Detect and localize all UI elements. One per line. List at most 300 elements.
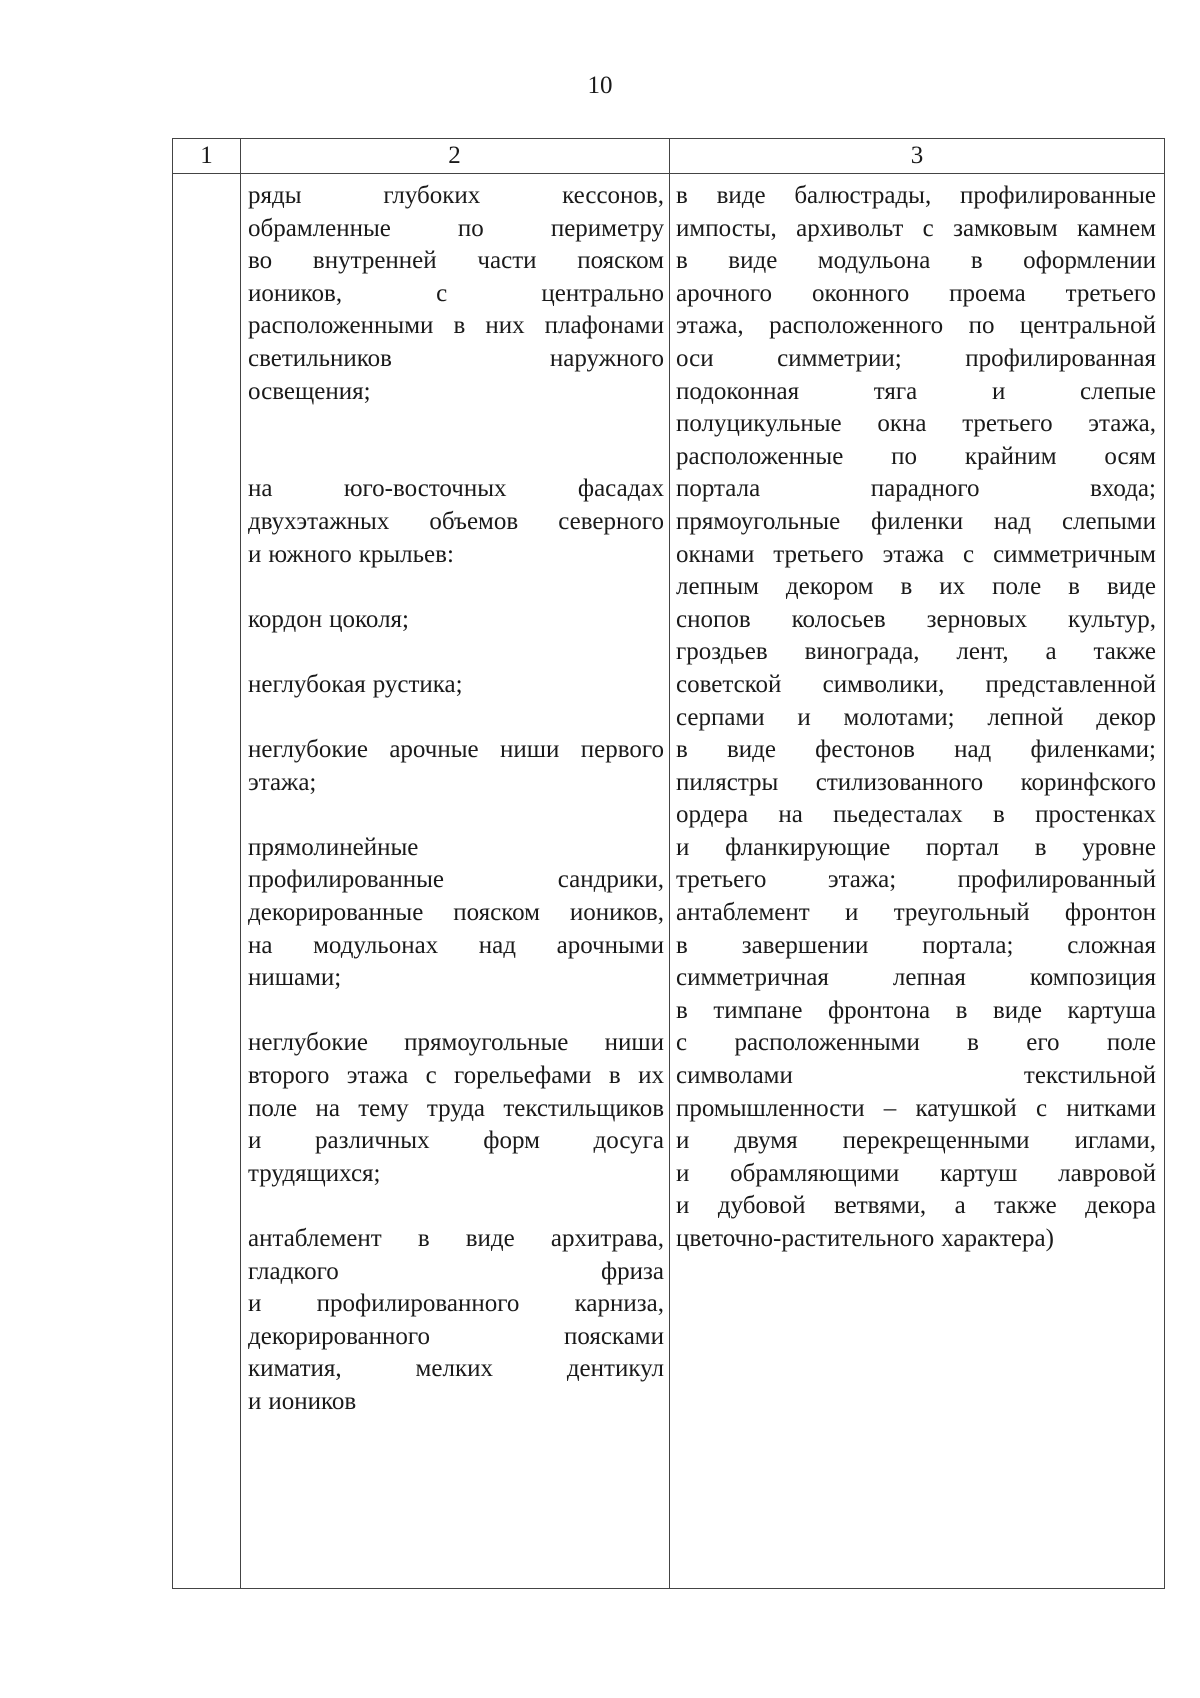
column-2-line bbox=[248, 1190, 664, 1223]
column-3-word: в bbox=[1068, 573, 1080, 601]
column-3-word: прямоугольные bbox=[676, 507, 841, 535]
column-3-word: на bbox=[778, 801, 803, 829]
column-2-word: второго bbox=[248, 1062, 330, 1090]
column-3-line bbox=[676, 180, 1156, 213]
column-3-word: арочного bbox=[676, 279, 773, 307]
column-2-line bbox=[248, 1256, 664, 1289]
column-3-word: снопов bbox=[676, 605, 751, 633]
column-3-word: виде bbox=[716, 182, 766, 209]
column-3-line bbox=[676, 864, 1156, 897]
column-2-word: внутренней bbox=[312, 247, 437, 275]
column-2-word: модульонах bbox=[313, 931, 439, 959]
column-3-word: виде bbox=[992, 996, 1042, 1024]
column-3-word: культур, bbox=[1068, 605, 1156, 633]
column-3-word: – bbox=[883, 1094, 897, 1122]
column-3-word: в bbox=[676, 736, 688, 764]
column-3-line bbox=[676, 604, 1156, 637]
column-3-word: картуша bbox=[1067, 996, 1156, 1024]
column-3-word: профилированный bbox=[957, 866, 1156, 894]
column-3-word: поле bbox=[992, 573, 1042, 601]
column-3-word: лент, bbox=[956, 638, 1009, 666]
column-3-word: декор bbox=[1096, 703, 1156, 731]
column-2-word: неглубокие bbox=[248, 736, 368, 764]
column-3-word: в bbox=[993, 801, 1005, 829]
column-2-word: ниши bbox=[604, 1029, 664, 1057]
column-2-word: поясками bbox=[563, 1322, 664, 1350]
column-3-word: с bbox=[1035, 1094, 1048, 1122]
column-2-word: светильников bbox=[248, 344, 392, 372]
column-2-word: пояском bbox=[453, 899, 540, 927]
column-3-word: коринфского bbox=[1020, 768, 1156, 796]
column-3-word: поле bbox=[1106, 1029, 1156, 1057]
column-3-word: филенками; bbox=[1030, 736, 1156, 764]
column-2-word: фасадах bbox=[577, 475, 664, 503]
column-3-word: простенках bbox=[1035, 801, 1156, 829]
column-3-word: по bbox=[968, 312, 995, 340]
column-3-line bbox=[676, 310, 1156, 343]
column-3-word: с bbox=[676, 1029, 688, 1057]
column-2-word: и bbox=[248, 1290, 262, 1318]
column-3-word: а bbox=[954, 1192, 966, 1220]
column-3-word: архивольт bbox=[796, 214, 904, 242]
column-3-word: представленной bbox=[985, 670, 1156, 698]
column-2-word: иоников, bbox=[569, 899, 664, 927]
column-3-line bbox=[676, 571, 1156, 604]
column-2-word: в bbox=[453, 312, 466, 340]
column-3-word: этажа bbox=[882, 540, 945, 568]
column-2-word: глубоких bbox=[383, 182, 481, 209]
column-2-line bbox=[248, 441, 664, 474]
column-3-word: сложная bbox=[1067, 931, 1156, 959]
column-2-word: этажа; bbox=[248, 768, 317, 796]
header-cell-3: 3 bbox=[910, 142, 924, 169]
column-3-line bbox=[676, 832, 1156, 865]
column-2-word: двухэтажных bbox=[248, 507, 390, 535]
column-3-line bbox=[676, 343, 1156, 376]
column-3-word: портала bbox=[676, 475, 761, 503]
column-2-line bbox=[248, 1321, 664, 1354]
column-2-word: периметру bbox=[550, 214, 664, 242]
column-3-word: симметричная bbox=[676, 964, 829, 992]
column-3-word: зерновых bbox=[926, 605, 1028, 633]
column-3-word: окнами bbox=[676, 540, 755, 568]
column-3-word: картуш bbox=[939, 1159, 1018, 1187]
column-3-line bbox=[676, 767, 1156, 800]
column-3-word: нитками bbox=[1066, 1094, 1156, 1122]
column-3-word: симметрии; bbox=[777, 344, 902, 372]
column-2-line bbox=[248, 962, 664, 995]
column-3-line bbox=[676, 1223, 1156, 1256]
column-2-word: виде bbox=[465, 1225, 515, 1252]
column-3-word: дубовой bbox=[717, 1192, 806, 1220]
column-2-line bbox=[248, 897, 664, 930]
header-cell-1: 1 bbox=[200, 142, 213, 169]
column-3-word: фронтон bbox=[1064, 899, 1156, 927]
column-3-word: над bbox=[954, 736, 992, 764]
column-2-word: с bbox=[425, 1062, 437, 1090]
column-3-word: виде bbox=[726, 736, 776, 764]
column-2-line bbox=[248, 180, 664, 213]
column-3-word: перекрещенными bbox=[842, 1127, 1030, 1155]
column-3-word: камнем bbox=[1077, 214, 1156, 242]
column-2-word: и bbox=[248, 1387, 262, 1415]
column-3-word: этажа, bbox=[676, 312, 744, 340]
column-3-word: уровне bbox=[1082, 833, 1156, 861]
column-3-word: тимпане bbox=[713, 996, 803, 1024]
column-3-word: стилизованного bbox=[815, 768, 984, 796]
column-2-word: в bbox=[608, 1062, 621, 1090]
column-2-word: декорированные bbox=[248, 899, 424, 927]
column-2-word: расположенными bbox=[248, 312, 434, 340]
column-2-word: арочными bbox=[556, 931, 664, 959]
column-3-text bbox=[676, 180, 1156, 1256]
column-3-line bbox=[676, 539, 1156, 572]
column-3-word: их bbox=[939, 573, 966, 601]
column-3-word: оконного bbox=[811, 279, 910, 307]
column-divider-1 bbox=[240, 139, 241, 1588]
column-3-word: профилированные bbox=[959, 182, 1156, 209]
column-2-line bbox=[248, 473, 664, 506]
column-2-line bbox=[248, 702, 664, 735]
column-2-word: текстильщиков bbox=[503, 1094, 664, 1122]
column-2-word: цоколя; bbox=[329, 605, 410, 633]
column-2-line bbox=[248, 1223, 664, 1256]
column-3-word: символики, bbox=[822, 670, 945, 698]
column-2-word: и bbox=[248, 1127, 262, 1155]
column-3-line bbox=[676, 441, 1156, 474]
column-3-word: и bbox=[991, 377, 1006, 405]
column-3-word: замковым bbox=[953, 214, 1058, 242]
column-3-word: слепыми bbox=[1061, 507, 1156, 535]
column-3-word: лепным bbox=[676, 573, 759, 601]
column-2-word: горельефами bbox=[454, 1062, 592, 1090]
column-3-word: третьего bbox=[773, 540, 864, 568]
column-3-line bbox=[676, 636, 1156, 669]
column-2-word: по bbox=[457, 214, 484, 242]
column-3-word: серпами bbox=[676, 703, 765, 731]
column-3-word: и bbox=[845, 899, 859, 927]
column-2-word: на bbox=[248, 931, 273, 959]
column-2-word: на bbox=[248, 475, 273, 503]
column-2-line bbox=[248, 930, 664, 963]
column-3-word: гроздьев bbox=[676, 638, 768, 666]
column-3-word: также bbox=[1093, 638, 1156, 666]
column-3-word: фронтона bbox=[827, 996, 931, 1024]
column-3-word: расположенные bbox=[676, 442, 844, 470]
column-2-word: плафонами bbox=[544, 312, 664, 340]
column-2-word: киматия, bbox=[248, 1355, 342, 1383]
column-3-line bbox=[676, 897, 1156, 930]
column-2-word: на bbox=[315, 1094, 340, 1122]
column-2-word: части bbox=[477, 247, 537, 275]
column-3-word: виде bbox=[728, 247, 778, 275]
column-3-word: пилястры bbox=[676, 768, 779, 796]
column-2-word: центрально bbox=[541, 279, 664, 307]
column-2-word: освещения; bbox=[248, 377, 371, 405]
column-2-word: дентикул bbox=[566, 1355, 664, 1383]
column-2-word: и bbox=[248, 540, 262, 568]
column-2-line bbox=[248, 571, 664, 604]
column-3-word: с bbox=[963, 540, 975, 568]
column-2-line bbox=[248, 734, 664, 767]
column-2-line bbox=[248, 604, 664, 637]
column-2-word: рустика; bbox=[372, 670, 463, 698]
column-2-word: их bbox=[638, 1062, 664, 1090]
column-3-word: фестонов bbox=[815, 736, 915, 764]
column-3-word: двумя bbox=[734, 1127, 798, 1155]
column-3-word: винограда, bbox=[804, 638, 920, 666]
column-3-word: лепной bbox=[987, 703, 1064, 731]
column-3-word: антаблемент bbox=[676, 899, 810, 927]
column-3-word: обрамляющими bbox=[730, 1159, 900, 1187]
column-2-word: досуга bbox=[593, 1127, 664, 1155]
column-3-word: с bbox=[922, 214, 934, 242]
column-3-word: в bbox=[967, 1029, 979, 1057]
column-3-word: парадного bbox=[870, 475, 980, 503]
column-2-word: пояском bbox=[577, 247, 664, 275]
column-3-word: третьего bbox=[1065, 279, 1156, 307]
column-3-line bbox=[676, 799, 1156, 832]
column-2-word: труда bbox=[426, 1094, 486, 1122]
column-2-line bbox=[248, 1158, 664, 1191]
column-3-word: осям bbox=[1104, 442, 1156, 470]
column-3-word: этажа, bbox=[1088, 410, 1156, 438]
column-2-line bbox=[248, 213, 664, 246]
column-2-word: гладкого bbox=[248, 1257, 339, 1285]
column-3-word: тяга bbox=[873, 377, 918, 405]
column-2-word: ниши bbox=[499, 736, 560, 764]
column-3-line bbox=[676, 1125, 1156, 1158]
column-3-word: в bbox=[970, 247, 983, 275]
column-3-word: симметричным bbox=[993, 540, 1156, 568]
column-2-text bbox=[248, 180, 664, 1419]
column-2-word: крыльев: bbox=[358, 540, 454, 568]
column-3-word: подоконная bbox=[676, 377, 800, 405]
column-2-line bbox=[248, 1060, 664, 1093]
column-3-word: импосты, bbox=[676, 214, 777, 242]
column-3-word: этажа; bbox=[827, 866, 897, 894]
column-2-word: ряды bbox=[248, 182, 302, 209]
column-3-line bbox=[676, 1060, 1156, 1093]
column-divider-2 bbox=[669, 139, 670, 1588]
column-2-line bbox=[248, 995, 664, 1028]
column-2-word: поле bbox=[248, 1094, 298, 1122]
column-2-line bbox=[248, 1093, 664, 1126]
column-3-word: оформлении bbox=[1023, 247, 1156, 275]
column-3-line bbox=[676, 962, 1156, 995]
column-2-line bbox=[248, 1125, 664, 1158]
column-3-word: декором bbox=[785, 573, 874, 601]
column-2-word: карниза, bbox=[574, 1290, 664, 1318]
column-2-line bbox=[248, 245, 664, 278]
column-3-word: третьего bbox=[676, 866, 767, 894]
column-3-line bbox=[676, 669, 1156, 702]
column-3-line bbox=[676, 376, 1156, 409]
column-3-word: а bbox=[1045, 638, 1057, 666]
column-3-word: входа; bbox=[1090, 475, 1156, 503]
column-3-word: текстильной bbox=[1023, 1062, 1156, 1090]
column-2-word: обрамленные bbox=[248, 214, 391, 242]
column-3-word: по bbox=[891, 442, 918, 470]
column-2-word: нишами; bbox=[248, 964, 342, 992]
column-2-word: антаблемент bbox=[248, 1225, 382, 1252]
column-3-word: в bbox=[676, 996, 688, 1024]
column-2-word: кордон bbox=[248, 605, 323, 633]
header-cell-2: 2 bbox=[448, 142, 461, 169]
column-3-line bbox=[676, 245, 1156, 278]
column-3-word: колосьев bbox=[791, 605, 886, 633]
column-3-word: в bbox=[1034, 833, 1047, 861]
column-3-word: оси bbox=[676, 344, 714, 372]
column-3-word: его bbox=[1026, 1029, 1060, 1057]
column-3-line bbox=[676, 506, 1156, 539]
column-2-word: во bbox=[248, 247, 273, 275]
column-3-word: и bbox=[676, 833, 690, 861]
column-2-line bbox=[248, 1353, 664, 1386]
column-2-line bbox=[248, 767, 664, 800]
column-3-word: и bbox=[676, 1192, 690, 1220]
column-3-word: в bbox=[955, 996, 968, 1024]
column-3-word: портал bbox=[925, 833, 999, 861]
column-3-word: советской bbox=[676, 670, 782, 698]
column-2-word: с bbox=[436, 279, 448, 307]
column-2-word: прямоугольные bbox=[404, 1029, 569, 1057]
column-3-word: полуцикульные bbox=[676, 410, 842, 438]
column-3-word: цветочно-растительного bbox=[676, 1225, 935, 1252]
column-3-word: композиция bbox=[1029, 964, 1156, 992]
column-3-line bbox=[676, 1190, 1156, 1223]
column-2-word: неглубокие bbox=[248, 1029, 368, 1057]
column-3-line bbox=[676, 473, 1156, 506]
column-3-word: треугольный bbox=[893, 899, 1030, 927]
column-3-line bbox=[676, 702, 1156, 735]
column-3-word: завершении bbox=[741, 931, 869, 959]
column-2-line bbox=[248, 310, 664, 343]
column-3-word: лепная bbox=[892, 964, 966, 992]
column-2-line bbox=[248, 864, 664, 897]
column-2-word: архитрава, bbox=[550, 1225, 664, 1252]
column-3-line bbox=[676, 1093, 1156, 1126]
column-3-line bbox=[676, 734, 1156, 767]
column-3-word: в bbox=[900, 573, 913, 601]
column-3-word: пьедесталах bbox=[833, 801, 963, 829]
column-2-word: южного bbox=[268, 540, 352, 568]
page-number: 10 bbox=[587, 72, 613, 99]
column-3-word: в bbox=[676, 931, 688, 959]
column-3-line bbox=[676, 1158, 1156, 1191]
column-2-line bbox=[248, 506, 664, 539]
column-2-word: над bbox=[478, 931, 516, 959]
column-2-word: северного bbox=[558, 507, 664, 535]
column-2-line bbox=[248, 408, 664, 441]
column-2-line bbox=[248, 278, 664, 311]
column-3-word: балюстрады, bbox=[794, 182, 932, 209]
column-2-line bbox=[248, 636, 664, 669]
column-2-word: наружного bbox=[549, 344, 664, 372]
column-3-word: ордера bbox=[676, 801, 749, 829]
column-2-word: этажа bbox=[346, 1062, 409, 1090]
document-table bbox=[172, 138, 1165, 1589]
column-2-word: в bbox=[417, 1225, 430, 1252]
column-2-word: различных bbox=[315, 1127, 430, 1155]
column-2-word: профилированного bbox=[316, 1290, 520, 1318]
column-2-line bbox=[248, 832, 664, 865]
column-3-word: катушкой bbox=[915, 1094, 1017, 1122]
column-3-line bbox=[676, 930, 1156, 963]
column-3-word: символами bbox=[676, 1062, 793, 1090]
column-3-word: над bbox=[993, 507, 1032, 535]
column-3-word: в bbox=[676, 247, 688, 275]
column-2-line bbox=[248, 1386, 664, 1419]
column-2-line bbox=[248, 1288, 664, 1321]
column-2-word: неглубокая bbox=[248, 670, 366, 698]
column-2-word: декорированного bbox=[248, 1322, 431, 1350]
column-3-word: модульона bbox=[817, 247, 931, 275]
column-3-word: крайним bbox=[964, 442, 1057, 470]
column-3-word: ветвями, bbox=[833, 1192, 927, 1220]
column-3-word: и bbox=[676, 1159, 690, 1187]
column-3-word: профилированная bbox=[965, 344, 1156, 372]
column-2-word: мелких bbox=[415, 1355, 493, 1383]
column-3-word: фланкирующие bbox=[725, 833, 891, 861]
column-3-word: расположенного bbox=[769, 312, 944, 340]
column-3-line bbox=[676, 278, 1156, 311]
column-2-word: объемов bbox=[429, 507, 519, 535]
column-3-line bbox=[676, 995, 1156, 1028]
column-2-word: фриза bbox=[600, 1257, 664, 1285]
column-3-word: слепые bbox=[1080, 377, 1156, 405]
column-2-line bbox=[248, 799, 664, 832]
column-2-line bbox=[248, 539, 664, 572]
column-3-word: декора bbox=[1085, 1192, 1156, 1220]
column-3-line bbox=[676, 408, 1156, 441]
column-3-word: и bbox=[797, 703, 811, 731]
column-3-word: виде bbox=[1106, 573, 1156, 601]
column-2-word: трудящихся; bbox=[248, 1159, 381, 1187]
column-3-word: окна bbox=[877, 410, 927, 438]
column-2-word: первого bbox=[580, 736, 664, 764]
column-2-word: профилированные bbox=[248, 866, 445, 894]
column-3-word: портала; bbox=[922, 931, 1014, 959]
column-3-word: расположенными bbox=[734, 1029, 920, 1057]
column-2-word: иоников, bbox=[248, 279, 343, 307]
column-2-word: тему bbox=[358, 1094, 409, 1122]
column-2-line bbox=[248, 376, 664, 409]
column-3-word: характера) bbox=[941, 1225, 1054, 1252]
column-3-word: проема bbox=[949, 279, 1026, 307]
column-3-word: центральной bbox=[1019, 312, 1156, 340]
column-2-line bbox=[248, 343, 664, 376]
column-2-word: арочные bbox=[389, 736, 479, 764]
column-2-word: сандрики, bbox=[557, 866, 664, 894]
column-3-word: третьего bbox=[962, 410, 1053, 438]
column-2-line bbox=[248, 669, 664, 702]
column-2-word: форм bbox=[483, 1127, 540, 1155]
column-2-line bbox=[248, 1027, 664, 1060]
column-3-word: молотами; bbox=[843, 703, 955, 731]
column-2-word: прямолинейные bbox=[248, 833, 419, 861]
column-3-line bbox=[676, 213, 1156, 246]
column-3-word: в bbox=[676, 182, 688, 209]
column-3-word: иглами, bbox=[1074, 1127, 1156, 1155]
column-2-word: них bbox=[485, 312, 525, 340]
column-3-word: филенки bbox=[871, 507, 964, 535]
column-3-word: промышленности bbox=[676, 1094, 865, 1122]
column-3-line bbox=[676, 1027, 1156, 1060]
column-2-word: юго-восточных bbox=[343, 475, 507, 503]
column-3-word: лавровой bbox=[1058, 1159, 1156, 1187]
column-2-word: кессонов, bbox=[562, 182, 664, 209]
